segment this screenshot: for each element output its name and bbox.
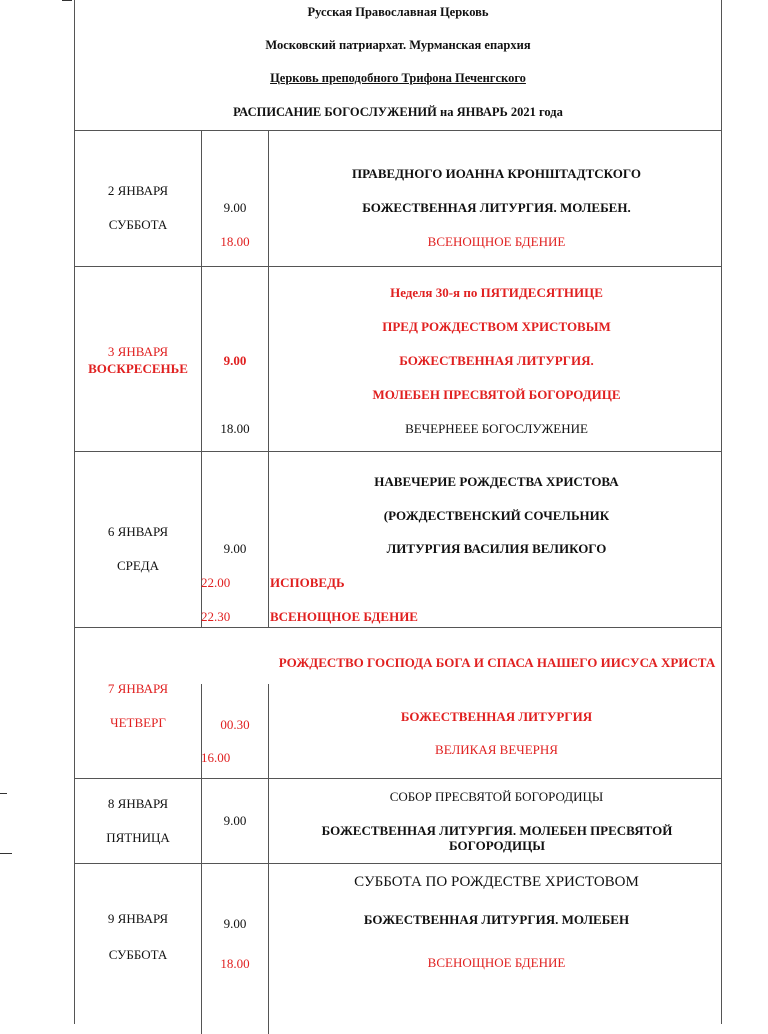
service-text: ВСЕНОЩНОЕ БДЕНИЕ [427,234,566,249]
diocese-name: Московский патриархат. Мурманская епархия [265,38,531,52]
document-header [75,0,721,131]
service-text: (РОЖДЕСТВЕНСКИЙ СОЧЕЛЬНИК [383,508,610,523]
schedule-row-jan-9 [75,864,721,1034]
day-weekday: СУББОТА [108,947,168,962]
service-time: 22.30 [201,609,231,624]
day-date: 2 ЯНВАРЯ [107,183,169,198]
schedule-row-jan-6 [75,452,721,628]
service-time: 16.00 [201,750,231,765]
schedule-row-jan-3 [75,267,721,452]
schedule-document [74,0,722,1024]
schedule-row-jan-8 [75,779,721,864]
day-date: 6 ЯНВАРЯ [107,524,169,539]
service-text: ВСЕНОЩНОЕ БДЕНИЕ [427,955,566,970]
day-weekday: ВОСКРЕСЕНЬЕ [88,361,188,376]
service-text: ВЕЧЕРНЕЕЕ БОГОСЛУЖЕНИЕ [405,421,588,436]
service-text: ВЕЛИКАЯ ВЕЧЕРНЯ [435,742,558,757]
day-weekday: ПЯТНИЦА [106,830,170,845]
service-text: БОЖЕСТВЕННАЯ ЛИТУРГИЯ [400,709,593,724]
schedule-row-jan-7 [75,628,721,779]
day-date: 8 ЯНВАРЯ [107,796,169,811]
service-time: 18.00 [220,421,250,436]
service-text: ВСЕНОЩНОЕ БДЕНИЕ [270,609,418,624]
service-text: СОБОР ПРЕСВЯТОЙ БОГОРОДИЦЫ [389,789,604,804]
schedule-title: РАСПИСАНИЕ БОГОСЛУЖЕНИЙ на ЯНВАРЬ 2021 года [233,105,563,119]
service-time: 18.00 [220,234,250,249]
margin-mark-bottom [0,853,12,854]
service-text: БОЖЕСТВЕННАЯ ЛИТУРГИЯ. МОЛЕБЕН. [362,200,631,215]
service-time: 9.00 [223,916,247,931]
service-text: МОЛЕБЕН ПРЕСВЯТОЙ БОГОРОДИЦЕ [372,387,621,402]
service-text: Неделя 30-я по ПЯТИДЕСЯТНИЦЕ [390,285,603,300]
service-text: БОЖЕСТВЕННАЯ ЛИТУРГИЯ. МОЛЕБЕН [363,912,630,927]
day-date: 9 ЯНВАРЯ [107,911,169,926]
church-name: Русская Православная Церковь [307,5,489,19]
day-date: 7 ЯНВАРЯ [107,681,169,696]
service-text: ЛИТУРГИЯ ВАСИЛИЯ ВЕЛИКОГО [386,541,607,556]
service-text: ПРАВЕДНОГО ИОАННА КРОНШТАДТСКОГО [352,166,641,181]
day-weekday: СРЕДА [116,558,160,573]
margin-mark-top [62,0,72,1]
service-time: 9.00 [223,200,247,215]
margin-mark-middle [0,793,7,794]
service-time: 9.00 [223,541,247,556]
service-text: НАВЕЧЕРИЕ РОЖДЕСТВА ХРИСТОВА [374,474,619,489]
schedule-row-jan-2 [75,131,721,267]
day-weekday: СУББОТА [108,217,168,232]
day-date: 3 ЯНВАРЯ [107,344,169,359]
service-text: БОЖЕСТВЕННАЯ ЛИТУРГИЯ. [399,353,594,368]
day-weekday: ЧЕТВЕРГ [110,715,166,730]
service-time: 00.30 [220,717,250,732]
service-text: БОЖЕСТВЕННАЯ ЛИТУРГИЯ. МОЛЕБЕН ПРЕСВЯТОЙ БОГОРОДИЦЫ [321,823,673,853]
service-text: ИСПОВЕДЬ [270,575,345,590]
service-time: 18.00 [220,956,250,971]
service-time: 9.00 [223,353,247,368]
service-text: ПРЕД РОЖДЕСТВОМ ХРИСТОВЫМ [382,319,611,334]
service-time: 22.00 [201,575,231,590]
service-text: СУББОТА ПО РОЖДЕСТВЕ ХРИСТОВОМ [354,874,639,890]
service-text: РОЖДЕСТВО ГОСПОДА БОГА И СПАСА НАШЕГО ИИСУСА ХРИСТА [278,655,716,670]
service-time: 9.00 [223,813,247,828]
parish-name: Церковь преподобного Трифона Печенгского [270,71,526,85]
